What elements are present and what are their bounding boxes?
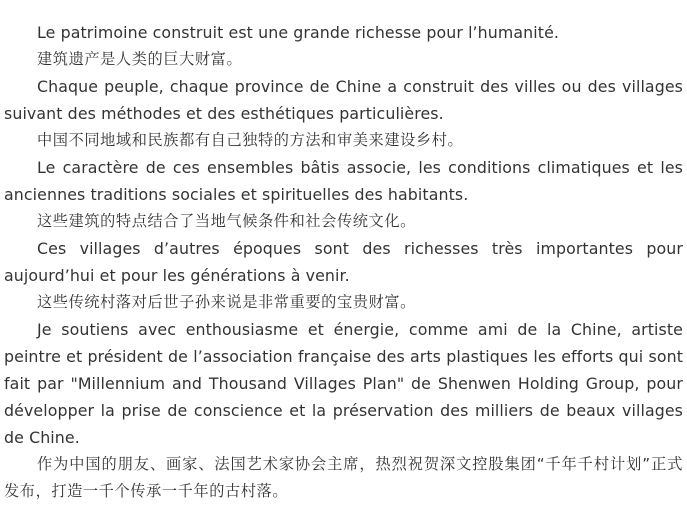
paragraph-zh-support-statement: 作为中国的朋友、画家、法国艺术家协会主席，热烈祝贺深文控股集团“千年千村计划”正式发布，打造一千个传承一千年的古村落。 (4, 455, 683, 500)
paragraph-fr-climate-traditions: Le caractère de ces ensembles bâtis associe, les conditions climatiques et les anciennes traditions sociales et spirituelles des habitants. (4, 158, 683, 204)
paragraph-fr-heritage: Le patrimoine construit est une grande richesse pour l’humanité. (37, 23, 560, 42)
paragraph-fr-villages-methods: Chaque peuple, chaque province de Chine a construit des villes ou des villages suivant des méthodes et des esthétiques particulières. (4, 77, 683, 123)
paragraph-zh-climate-traditions: 这些建筑的特点结合了当地气候条件和社会传统文化。 (37, 212, 416, 230)
paragraph-zh-heritage: 建筑遗产是人类的巨大财富。 (37, 50, 243, 68)
paragraph-zh-villages-methods: 中国不同地域和民族都有自己独特的方法和审美来建设乡村。 (37, 131, 464, 149)
paragraph-fr-support-statement: Je soutiens avec enthousiasme et énergie, comme ami de la Chine, artiste peintre et président de l’association française des arts plastiques les efforts qui sont fait par "Millennium and Thousand Villages Plan" de Shenwen Holding Group, pour développer la prise de conscience et la préservation des milliers de beaux villages de Chine. (4, 320, 683, 447)
paragraph-fr-future-generations: Ces villages d’autres époques sont des richesses très importantes pour aujourd’hui et pour les générations à venir. (4, 239, 683, 285)
paragraph-zh-future-generations: 这些传统村落对后世子孙来说是非常重要的宝贵财富。 (37, 293, 416, 311)
